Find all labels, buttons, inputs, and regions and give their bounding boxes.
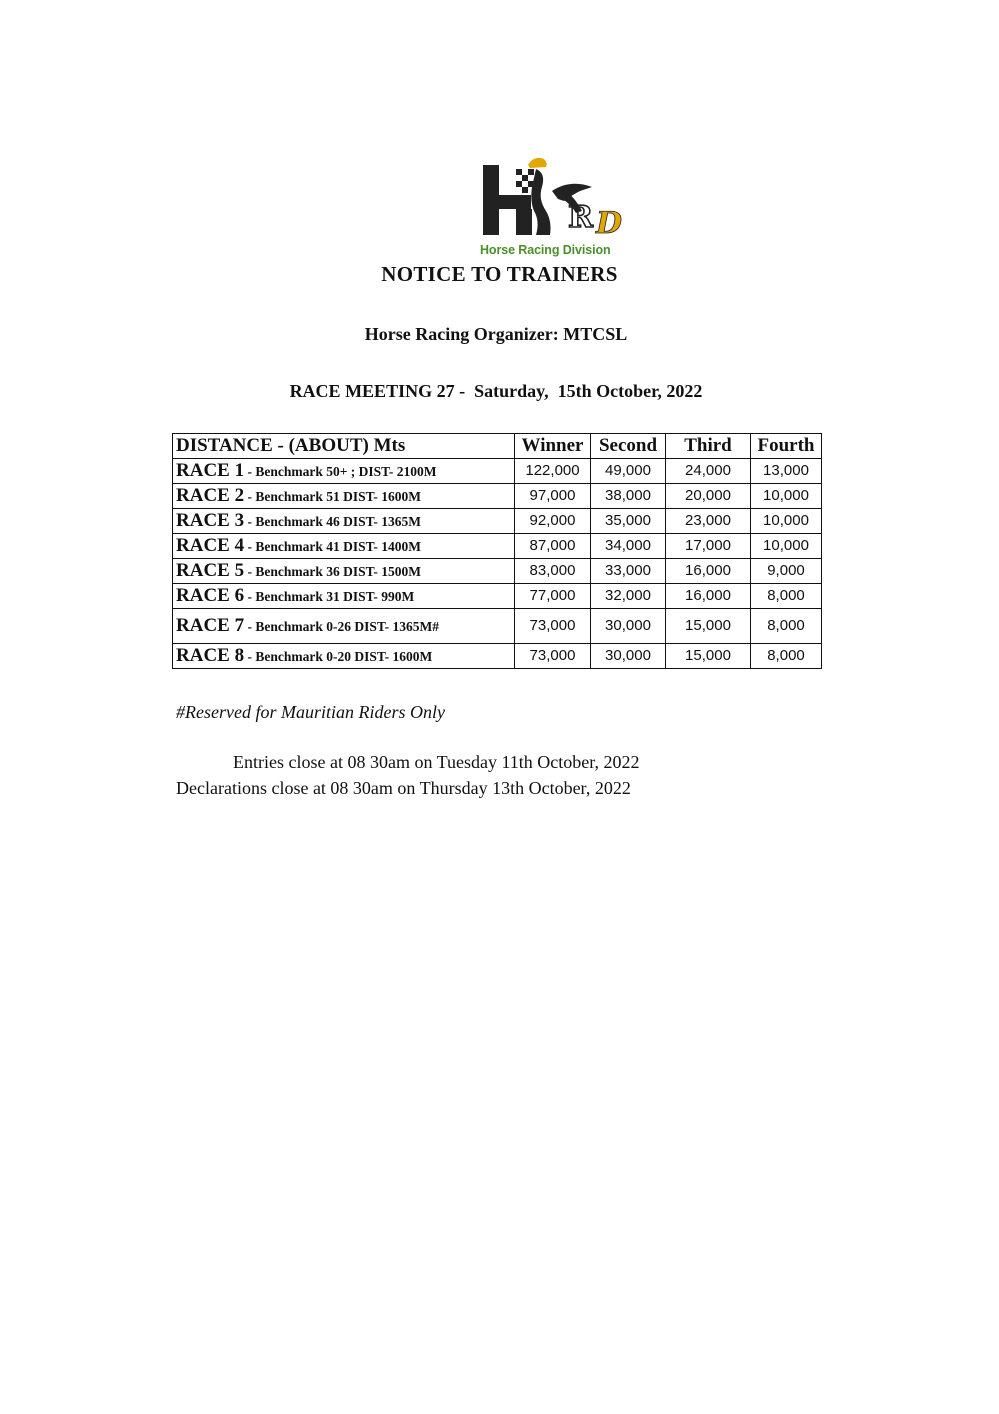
organizer-line: Horse Racing Organizer: MTCSL — [364, 324, 628, 344]
second-prize: 34,000 — [591, 534, 666, 559]
table-row — [173, 459, 822, 484]
second-prize: 32,000 — [591, 584, 666, 609]
reserved-note: #Reserved for Mauritian Riders Only — [176, 702, 445, 722]
race-desc: - Benchmark 36 DIST- 1500M — [244, 563, 421, 579]
fourth-prize: 10,000 — [751, 484, 822, 509]
table-row — [173, 644, 822, 669]
fourth-prize: 8,000 — [751, 584, 822, 609]
winner-prize: 97,000 — [515, 484, 591, 509]
second-prize: 30,000 — [591, 609, 666, 644]
entries-close-line: Entries close at 08 30am on Tuesday 11th October, 2022 — [233, 752, 640, 772]
race-desc: - Benchmark 50+ ; DIST- 2100M — [244, 463, 437, 479]
third-prize: 24,000 — [666, 459, 751, 484]
fourth-prize: 8,000 — [751, 609, 822, 644]
notice-title: NOTICE TO TRAINERS — [381, 262, 618, 286]
prize-table — [172, 433, 822, 669]
table-row — [173, 609, 822, 644]
second-prize: 30,000 — [591, 644, 666, 669]
race-cell — [173, 644, 515, 669]
header-fourth: Fourth — [751, 434, 822, 459]
hrd-logo-mark — [480, 155, 630, 243]
race-cell — [173, 534, 515, 559]
race-label: RACE 7 — [176, 614, 245, 636]
fourth-prize: 8,000 — [751, 644, 822, 669]
second-prize: 49,000 — [591, 459, 666, 484]
svg-text:D: D — [596, 206, 623, 241]
table-row — [173, 559, 822, 584]
third-prize: 15,000 — [666, 609, 751, 644]
race-desc: - Benchmark 0-26 DIST- 1365M# — [244, 618, 439, 634]
race-cell — [173, 584, 515, 609]
declarations-close-line: Declarations close at 08 30am on Thursday 13th October, 2022 — [176, 778, 631, 798]
race-label: RACE 1 — [176, 459, 245, 481]
race-meeting-line: RACE MEETING 27 - Saturday, 15th October, 2022 — [289, 381, 703, 401]
race-desc: - Benchmark 46 DIST- 1365M — [244, 513, 421, 529]
fourth-prize: 13,000 — [751, 459, 822, 484]
third-prize: 16,000 — [666, 559, 751, 584]
table-row — [173, 534, 822, 559]
race-cell — [173, 459, 515, 484]
third-prize: 15,000 — [666, 644, 751, 669]
table-header-row — [173, 434, 822, 459]
race-desc: - Benchmark 31 DIST- 990M — [244, 588, 415, 604]
fourth-prize: 10,000 — [751, 509, 822, 534]
race-desc: - Benchmark 51 DIST- 1600M — [244, 488, 421, 504]
logo-caption: Horse Racing Division — [480, 243, 611, 257]
race-desc: - Benchmark 0-20 DIST- 1600M — [244, 648, 433, 664]
winner-prize: 122,000 — [515, 459, 591, 484]
third-prize: 16,000 — [666, 584, 751, 609]
race-label: RACE 5 — [176, 559, 245, 581]
fourth-prize: 9,000 — [751, 559, 822, 584]
hrd-logo — [480, 155, 630, 263]
header-third: Third — [666, 434, 751, 459]
race-desc: - Benchmark 41 DIST- 1400M — [244, 538, 421, 554]
header-distance: DISTANCE - (ABOUT) Mts — [173, 434, 515, 459]
second-prize: 38,000 — [591, 484, 666, 509]
race-cell — [173, 609, 515, 644]
winner-prize: 73,000 — [515, 644, 591, 669]
winner-prize: 77,000 — [515, 584, 591, 609]
winner-prize: 73,000 — [515, 609, 591, 644]
second-prize: 33,000 — [591, 559, 666, 584]
third-prize: 20,000 — [666, 484, 751, 509]
second-prize: 35,000 — [591, 509, 666, 534]
winner-prize: 92,000 — [515, 509, 591, 534]
header-second: Second — [591, 434, 666, 459]
table-row — [173, 509, 822, 534]
fourth-prize: 10,000 — [751, 534, 822, 559]
table-row — [173, 484, 822, 509]
race-label: RACE 3 — [176, 509, 245, 531]
race-label: RACE 4 — [176, 534, 245, 556]
table-row — [173, 584, 822, 609]
winner-prize: 83,000 — [515, 559, 591, 584]
third-prize: 23,000 — [666, 509, 751, 534]
race-cell — [173, 484, 515, 509]
third-prize: 17,000 — [666, 534, 751, 559]
race-label: RACE 2 — [176, 484, 245, 506]
race-cell — [173, 559, 515, 584]
race-label: RACE 6 — [176, 584, 245, 606]
race-cell — [173, 509, 515, 534]
race-label: RACE 8 — [176, 644, 245, 666]
winner-prize: 87,000 — [515, 534, 591, 559]
svg-text:R: R — [568, 200, 593, 235]
header-winner: Winner — [515, 434, 591, 459]
